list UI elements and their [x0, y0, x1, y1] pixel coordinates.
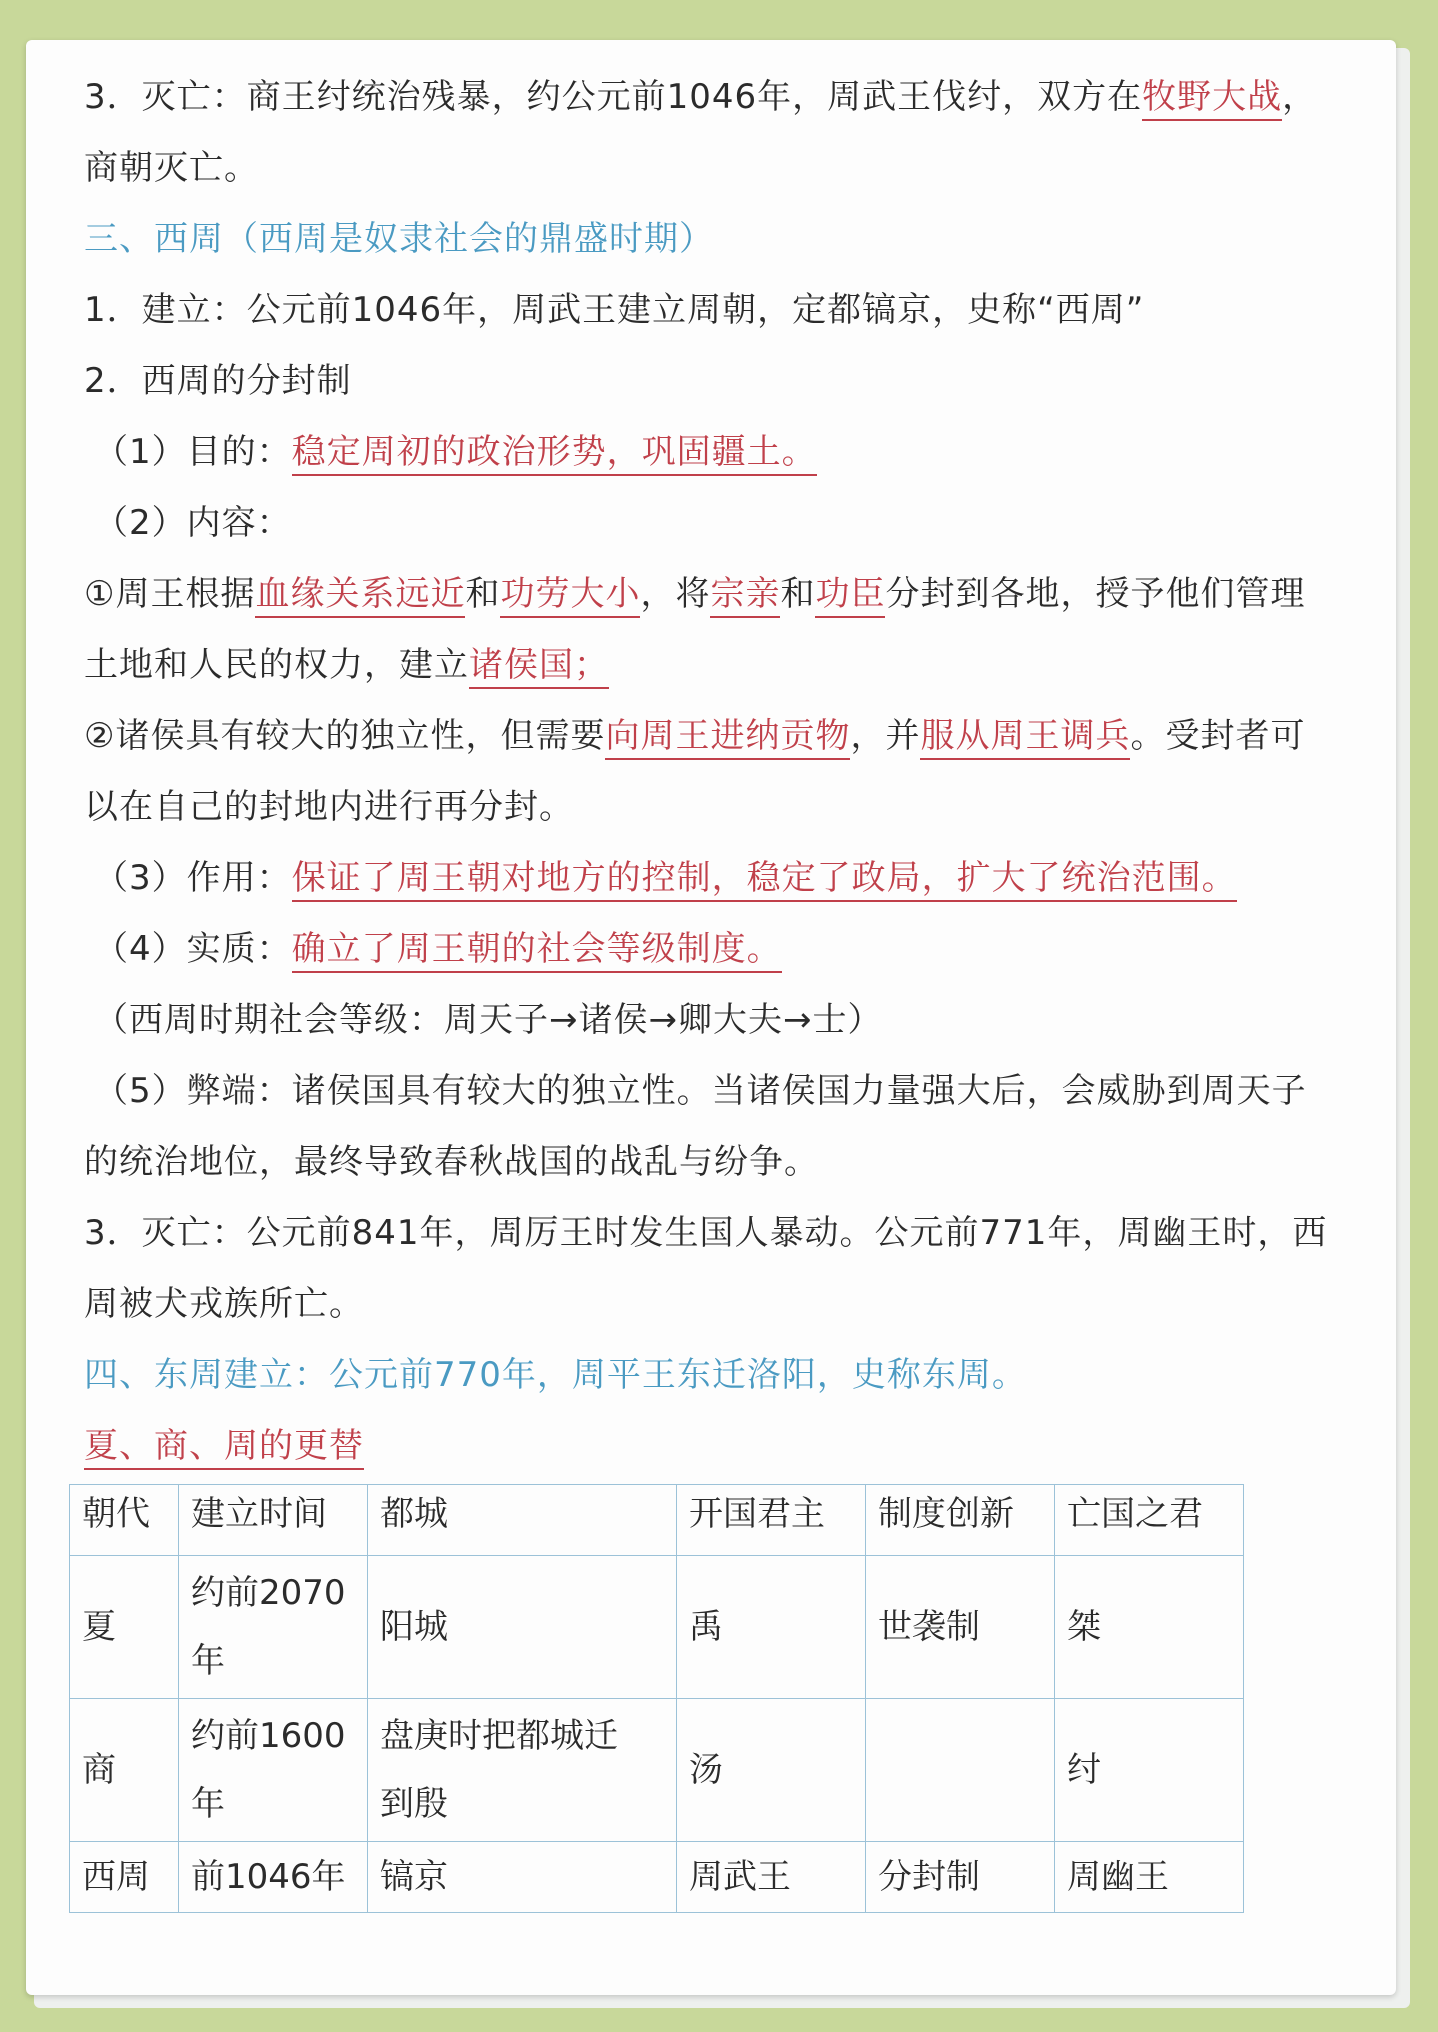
line-text: （5）弊端：诸侯国具有较大的独立性。当诸侯国力量强大后，会威胁到周天子 — [94, 1071, 1307, 1111]
header-cell: 都城 — [368, 1485, 677, 1556]
table-row — [70, 1556, 1244, 1699]
highlighted-text: 夏、商、周的更替 — [84, 1426, 364, 1470]
text-line — [84, 1056, 1354, 1127]
line-text: 分封到各地，授予他们管理 — [885, 574, 1306, 614]
highlighted-text: 功劳大小 — [500, 574, 640, 618]
text-line — [84, 559, 1354, 630]
text-line — [84, 133, 1354, 204]
time-cell — [179, 1556, 368, 1699]
line-text: （2）内容： — [94, 503, 292, 543]
text-line — [84, 701, 1354, 772]
dynasty-cell: 商 — [70, 1699, 179, 1842]
highlighted-text: 诸侯国； — [469, 645, 609, 689]
line-text: （西周时期社会等级：周天子→诸侯→卿大夫→士） — [94, 1000, 883, 1040]
capital-cell — [368, 1842, 677, 1913]
text-line — [84, 488, 1354, 559]
line-text: ，并 — [850, 716, 921, 756]
line-text: 2．西周的分封制 — [84, 361, 352, 401]
last-ruler-cell: 周幽王 — [1055, 1842, 1244, 1913]
capital-line: 盘庚时把都城迁 — [380, 1716, 618, 1756]
line-text: 土地和人民的权力，建立 — [84, 645, 469, 685]
highlighted-text: 三、西周（西周是奴隶社会的鼎盛时期） — [84, 219, 714, 259]
text-line — [84, 630, 1354, 701]
system-cell — [866, 1699, 1055, 1842]
system-cell: 分封制 — [866, 1842, 1055, 1913]
last-ruler-cell: 桀 — [1055, 1556, 1244, 1699]
founder-cell: 禹 — [677, 1556, 866, 1699]
line-text: （1）目的： — [94, 432, 292, 472]
line-text: （4）实质： — [94, 929, 292, 969]
line-text: ，将 — [640, 574, 711, 614]
dynasty-table — [69, 1484, 1244, 1913]
header-cell: 建立时间 — [179, 1485, 368, 1556]
time-line: 约前2070 — [191, 1573, 346, 1613]
text-line — [84, 346, 1354, 417]
line-text: 和 — [465, 574, 501, 614]
line-text: （3）作用： — [94, 858, 292, 898]
header-cell: 朝代 — [70, 1485, 179, 1556]
highlighted-text: 确立了周王朝的社会等级制度。 — [292, 929, 782, 973]
highlighted-text: 稳定周初的政治形势，巩固疆土。 — [292, 432, 817, 476]
text-line — [84, 204, 1354, 275]
line-text: ①周王根据 — [84, 574, 256, 614]
line-text: 3．灭亡：公元前841年，周厉王时发生国人暴动。公元前771年，周幽王时，西 — [84, 1213, 1328, 1253]
notes-text — [84, 62, 1354, 1482]
line-text: ， — [1282, 77, 1318, 117]
text-line — [84, 772, 1354, 843]
text-line — [84, 914, 1354, 985]
text-line — [84, 1411, 1354, 1482]
header-cell: 制度创新 — [866, 1485, 1055, 1556]
line-text: ②诸侯具有较大的独立性，但需要 — [84, 716, 606, 756]
time-line: 约前1600 — [191, 1716, 346, 1756]
text-line — [84, 417, 1354, 488]
time-line: 年 — [191, 1641, 225, 1681]
line-text: 的统治地位，最终导致春秋战国的战乱与纷争。 — [84, 1142, 819, 1182]
founder-cell: 周武王 — [677, 1842, 866, 1913]
text-line — [84, 275, 1354, 346]
line-text: 以在自己的封地内进行再分封。 — [84, 787, 574, 827]
highlighted-text: 服从周王调兵 — [920, 716, 1130, 760]
highlighted-text: 血缘关系远近 — [255, 574, 465, 618]
line-text: 周被犬戎族所亡。 — [84, 1284, 364, 1324]
text-line — [84, 985, 1354, 1056]
text-line — [84, 843, 1354, 914]
time-cell — [179, 1842, 368, 1913]
highlighted-text: 向周王进纳贡物 — [605, 716, 850, 760]
text-line — [84, 1127, 1354, 1198]
time-line: 前1046年 — [191, 1857, 346, 1897]
capital-line: 阳城 — [380, 1607, 448, 1647]
time-line: 年 — [191, 1784, 225, 1824]
capital-cell — [368, 1556, 677, 1699]
founder-cell: 汤 — [677, 1699, 866, 1842]
line-text: 和 — [780, 574, 816, 614]
table-row — [70, 1842, 1244, 1913]
line-text: 。受封者可 — [1130, 716, 1306, 756]
capital-cell — [368, 1699, 677, 1842]
time-cell — [179, 1699, 368, 1842]
header-cell: 开国君主 — [677, 1485, 866, 1556]
capital-line: 镐京 — [380, 1857, 448, 1897]
text-line — [84, 1198, 1354, 1269]
text-line — [84, 1340, 1354, 1411]
line-text: 3．灭亡：商王纣统治残暴，约公元前1046年，周武王伐纣，双方在 — [84, 77, 1143, 117]
dynasty-cell: 夏 — [70, 1556, 179, 1699]
table-header-row — [70, 1485, 1244, 1556]
text-line — [84, 1269, 1354, 1340]
highlighted-text: 牧野大战 — [1142, 77, 1282, 121]
table-row — [70, 1699, 1244, 1842]
text-line — [84, 62, 1354, 133]
system-cell: 世袭制 — [866, 1556, 1055, 1699]
highlighted-text: 保证了周王朝对地方的控制，稳定了政局，扩大了统治范围。 — [292, 858, 1237, 902]
highlighted-text: 宗亲 — [710, 574, 780, 618]
capital-line: 到殷 — [380, 1784, 448, 1824]
header-cell: 亡国之君 — [1055, 1485, 1244, 1556]
line-text: 1．建立：公元前1046年，周武王建立周朝，定都镐京，史称“西周” — [84, 290, 1145, 330]
line-text: 商朝灭亡。 — [84, 148, 259, 188]
highlighted-text: 四、东周建立：公元前770年，周平王东迁洛阳，史称东周。 — [84, 1355, 1027, 1395]
highlighted-text: 功臣 — [815, 574, 885, 618]
dynasty-cell: 西周 — [70, 1842, 179, 1913]
last-ruler-cell: 纣 — [1055, 1699, 1244, 1842]
